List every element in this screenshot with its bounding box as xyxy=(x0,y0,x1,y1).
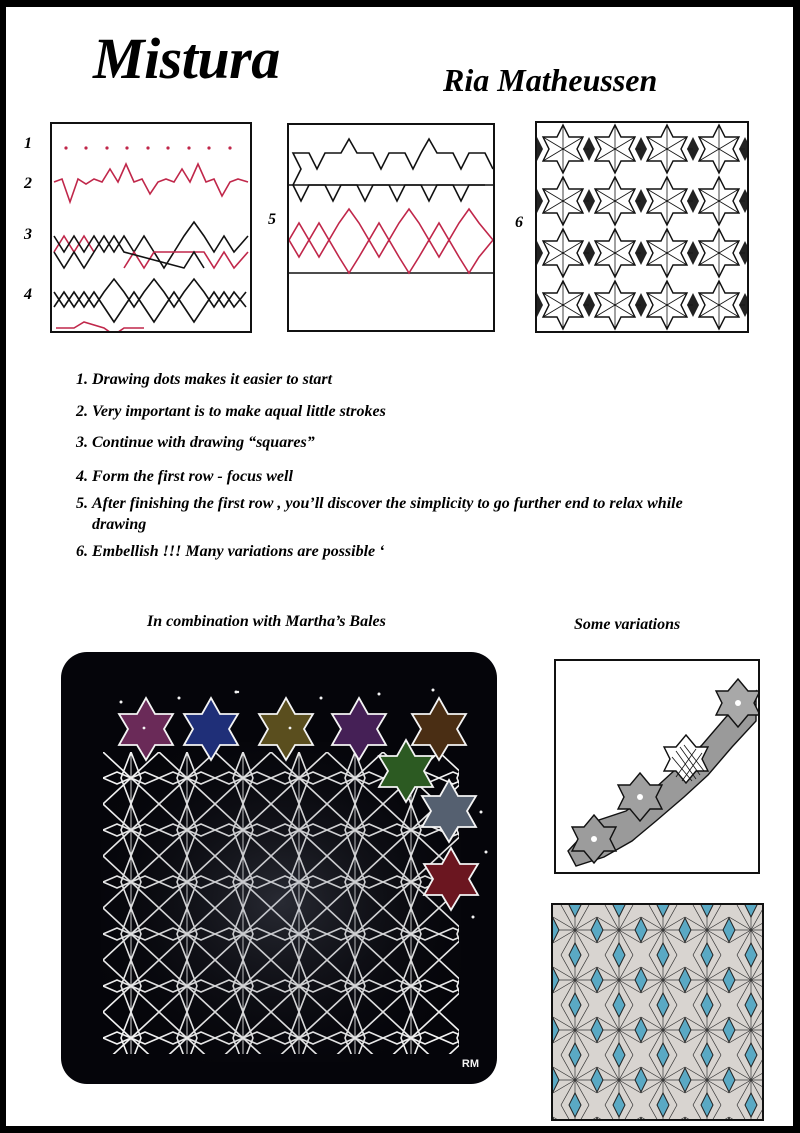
instruction-number: 6. xyxy=(76,543,88,560)
artist-signature: RM xyxy=(461,1058,479,1070)
instruction-text: Continue with drawing “squares” xyxy=(92,434,315,451)
step-label-2: 2 xyxy=(24,175,32,192)
step-6-panel xyxy=(535,121,749,333)
variation-2-tile xyxy=(551,903,764,1121)
instruction-text: After finishing the first row , you’ll discover the simplicity to go further end to relax while xyxy=(92,495,683,512)
author-name: Ria Matheussen xyxy=(443,62,658,98)
instruction-item xyxy=(66,434,315,452)
instruction-number: 1. xyxy=(76,371,88,388)
instruction-item xyxy=(66,403,386,421)
page-title: Mistura xyxy=(93,26,280,91)
instruction-number: 5. xyxy=(76,495,88,512)
step-5-drawing xyxy=(289,125,493,330)
first-row xyxy=(54,279,246,331)
steps-1-4-drawing xyxy=(52,124,250,331)
combination-caption: In combination with Martha’s Bales xyxy=(147,613,386,630)
instruction-text: Very important is to make aqual little strokes xyxy=(92,403,386,420)
variation-1-tile xyxy=(554,659,760,874)
variations-caption: Some variations xyxy=(574,616,681,633)
instruction-item xyxy=(66,493,756,535)
instruction-number: 3. xyxy=(76,434,88,451)
step-6-drawing xyxy=(537,123,747,331)
worksheet-page xyxy=(6,7,793,1126)
stroke-row xyxy=(54,164,248,202)
instruction-text: Embellish !!! Many variations are possible ‘ xyxy=(92,543,385,560)
black-tile-drawing xyxy=(61,652,497,1084)
instruction-item xyxy=(66,468,293,486)
step-5-panel xyxy=(287,123,495,332)
instruction-text: Drawing dots makes it easier to start xyxy=(92,371,333,388)
black-tile-artwork xyxy=(61,652,497,1084)
square-row xyxy=(54,222,248,268)
dot-row xyxy=(64,146,231,149)
steps-1-4-panel xyxy=(50,122,252,333)
variation-1-drawing xyxy=(556,661,758,872)
instruction-item xyxy=(66,371,332,389)
instruction-number: 2. xyxy=(76,403,88,420)
variation-2-drawing xyxy=(553,905,762,1119)
instruction-text-continued: drawing xyxy=(92,516,147,533)
step-label-6: 6 xyxy=(515,214,523,231)
step-label-3: 3 xyxy=(24,226,32,243)
step-label-5: 5 xyxy=(268,211,276,228)
step-label-1: 1 xyxy=(24,135,32,152)
instruction-number: 4. xyxy=(76,468,88,485)
instruction-text: Form the first row - focus well xyxy=(92,468,293,485)
step-label-4: 4 xyxy=(24,286,32,303)
instruction-item xyxy=(66,543,384,561)
